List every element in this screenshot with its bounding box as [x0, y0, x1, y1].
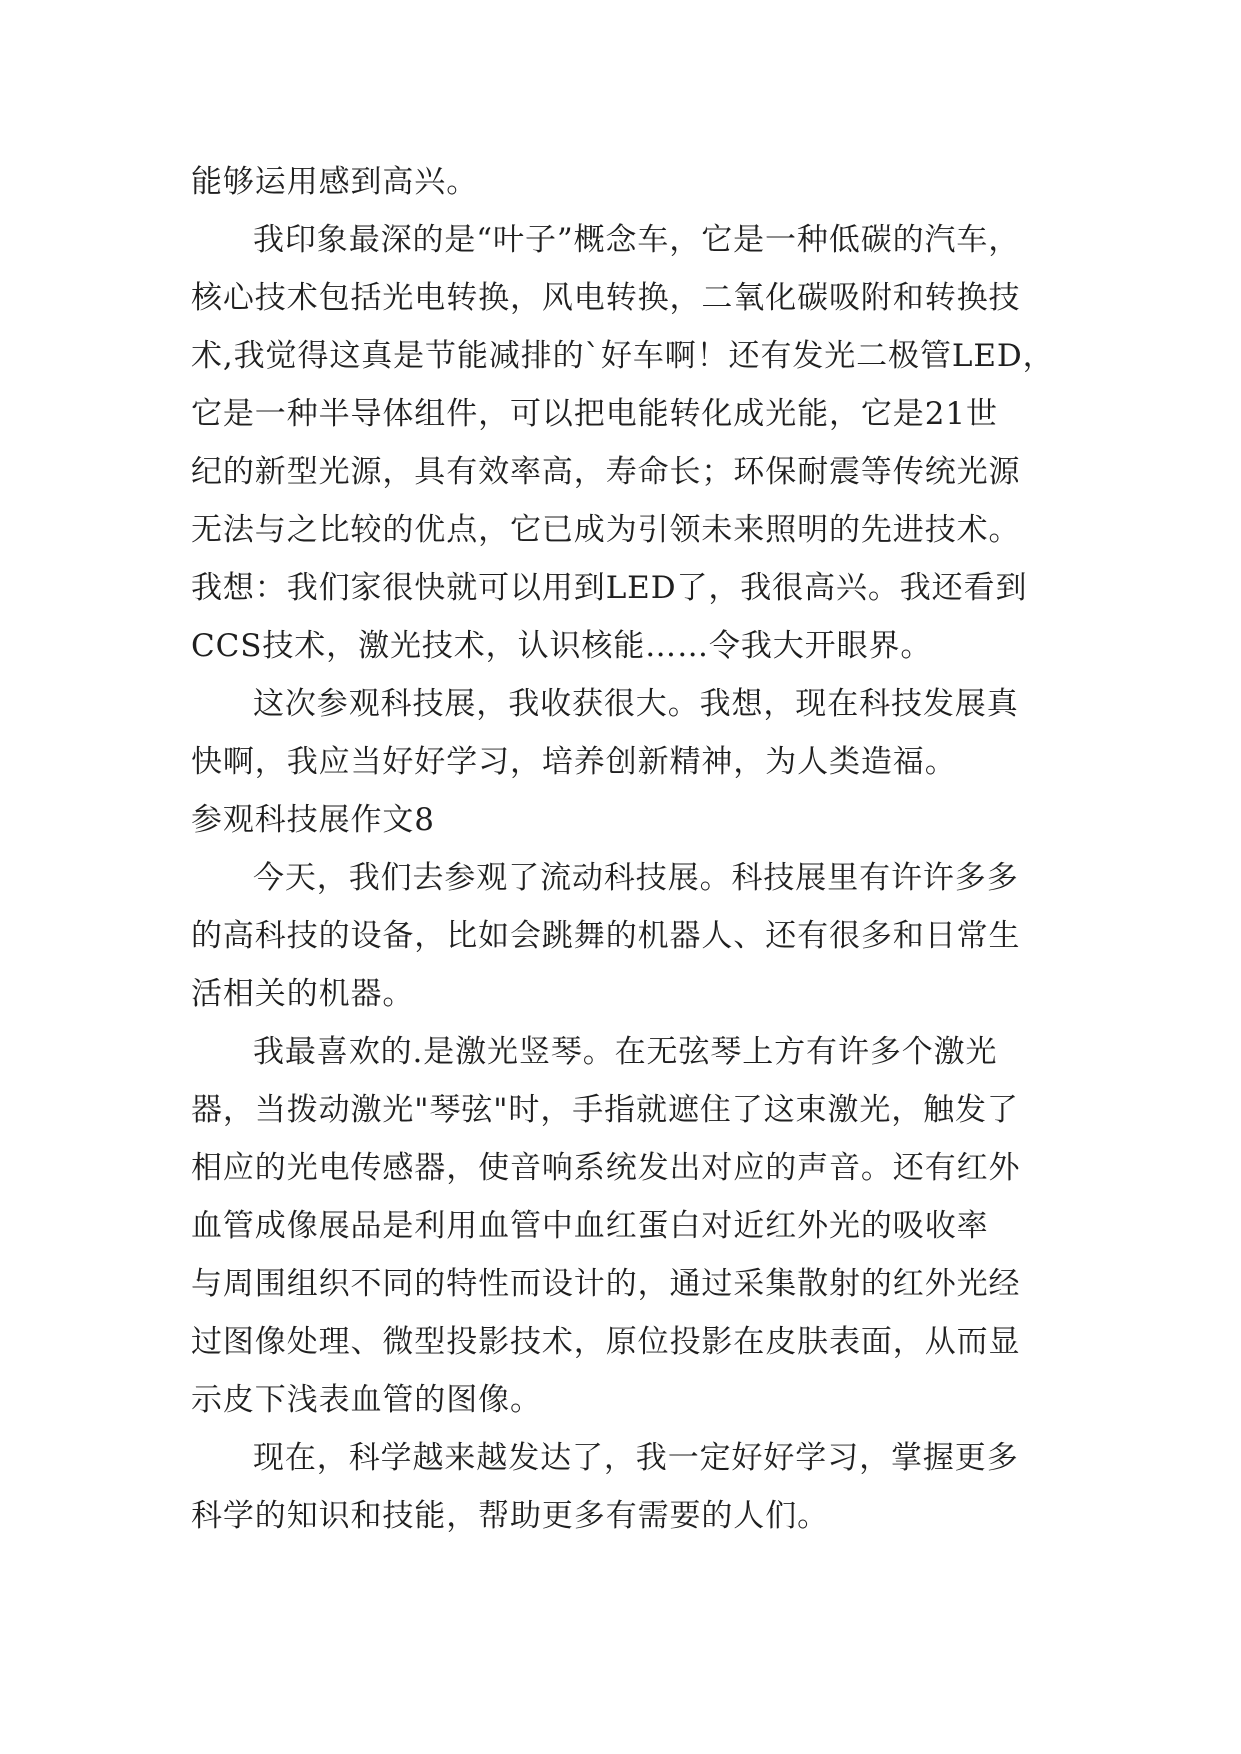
paragraph-4-line-3: 相应的光电传感器，使音响系统发出对应的声音。还有红外 — [191, 1150, 1021, 1186]
paragraph-3-line-2: 的高科技的设备，比如会跳舞的机器人、还有很多和日常生 — [191, 918, 1021, 954]
text-line-1: 能够运用感到高兴。 — [191, 164, 479, 200]
paragraph-4-line-6: 过图像处理、微型投影技术，原位投影在皮肤表面，从而显 — [191, 1324, 1021, 1360]
paragraph-1-line-8: CCS技术，激光技术，认识核能……令我大开眼界。 — [191, 628, 933, 664]
paragraph-2-line-2: 快啊，我应当好好学习，培养创新精神，为人类造福。 — [191, 744, 957, 780]
document-text — [191, 153, 1071, 1545]
paragraph-5-line-2: 科学的知识和技能，帮助更多有需要的人们。 — [191, 1498, 829, 1534]
paragraph-4-line-7: 示皮下浅表血管的图像。 — [191, 1382, 542, 1418]
paragraph-1-line-2: 核心技术包括光电转换，风电转换，二氧化碳吸附和转换技 — [191, 280, 1021, 316]
paragraph-1-line-5: 纪的新型光源，具有效率高，寿命长；环保耐震等传统光源 — [191, 454, 1021, 490]
paragraph-1-line-7: 我想：我们家很快就可以用到LED了，我很高兴。我还看到 — [191, 570, 1028, 606]
paragraph-1-line-3: 术,我觉得这真是节能减排的`好车啊！还有发光二极管LED， — [191, 338, 1055, 374]
paragraph-1-line-1: 我印象最深的是“叶子”概念车，它是一种低碳的汽车， — [253, 222, 1021, 258]
paragraph-3-line-1: 今天，我们去参观了流动科技展。科技展里有许许多多 — [253, 860, 1019, 896]
paragraph-4-line-4: 血管成像展品是利用血管中血红蛋白对近红外光的吸收率 — [191, 1208, 989, 1244]
paragraph-3-line-3: 活相关的机器。 — [191, 976, 415, 1012]
paragraph-4-line-5: 与周围组织不同的特性而设计的，通过采集散射的红外光经 — [191, 1266, 1021, 1302]
paragraph-5-line-1: 现在，科学越来越发达了，我一定好好学习，掌握更多 — [253, 1440, 1019, 1476]
paragraph-1-line-6: 无法与之比较的优点，它已成为引领未来照明的先进技术。 — [191, 512, 1021, 548]
paragraph-1-line-4: 它是一种半导体组件，可以把电能转化成光能，它是21世 — [191, 396, 998, 432]
paragraph-4-line-2: 器，当拨动激光"琴弦"时，手指就遮住了这束激光，触发了 — [191, 1092, 1019, 1128]
section-heading: 参观科技展作文8 — [191, 802, 435, 838]
paragraph-2-line-1: 这次参观科技展，我收获很大。我想，现在科技发展真 — [253, 686, 1019, 722]
paragraph-4-line-1: 我最喜欢的.是激光竖琴。在无弦琴上方有许多个激光 — [253, 1034, 998, 1070]
